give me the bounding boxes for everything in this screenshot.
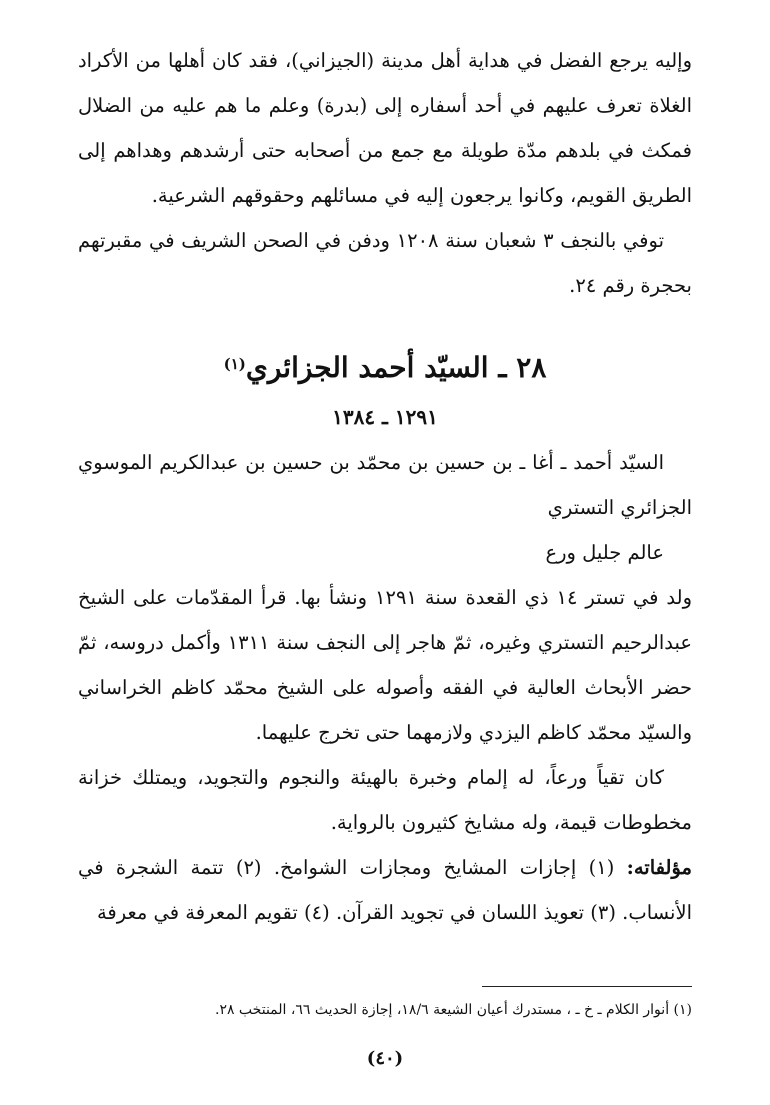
paragraph-biography: ولد في تستر ١٤ ذي القعدة سنة ١٢٩١ ونشأ بها. قرأ المقدّمات على الشيخ عبدالرحيم التستري وغيره، ثمّ هاجر إلى النجف سنة ١٣١١ وأكمل دروسه، ثمّ حضر الأبحاث العالية في الفقه وأصوله على الشيخ محمّد كاظم الخراساني والسيّد محمّد كاظم اليزدي ولازمهما حتى تخرج عليهما. [78,586,692,744]
paragraph-works [78,845,692,935]
paragraph-name: السيّد أحمد ـ أغا ـ بن حسين بن محمّد بن حسين بن عبدالكريم الموسوي الجزائري التستري [78,451,692,519]
paragraph-death: توفي بالنجف ٣ شعبان سنة ١٢٠٨ ودفن في الصحن الشريف في مقبرتهم بحجرة رقم ٢٤. [78,229,692,297]
works-text: (١) إجازات المشايخ ومجازات الشوامخ. (٢) تتمة الشجرة في الأنساب. (٣) تعويذ اللسان في تجويد القرآن. (٤) تقويم المعرفة في معرفة [78,856,692,924]
entry-dates: ١٢٩١ ـ ١٣٨٤ [332,405,438,429]
footnote-marker: (١) [223,355,246,373]
works-label: مؤلفاته: [626,856,693,879]
footnote-text: (١) أنوار الكلام ـ خ ـ ، مستدرك أعيان الشيعة ١٨/٦، إجازة الحديث ٦٦، المنتخب ٢٨. [214,1002,692,1018]
paragraph-guidance: وإليه يرجع الفضل في هداية أهل مدينة (الجيزاني)، فقد كان أهلها من الأكراد الغلاة تعرف عليهم في أحد أسفاره إلى (بدرة) وعلم ما هم عليه من الضلال فمكث في بلدهم مدّة طويلة مع جمع من أصحابه حتى أرشدهم وهداهم إلى الطريق القويم، وكانوا يرجعون إليه في مسائلهم وحقوقهم الشرعية. [78,49,692,207]
entry-title: ٢٨ ـ السيّد أحمد الجزائري [245,351,547,384]
footnote-divider [482,986,692,987]
paragraph-qualities: كان تقياً ورعاً، له إلمام وخبرة بالهيئة والنجوم والتجويد، ويمتلك خزانة مخطوطات قيمة، وله مشايخ كثيرون بالرواية. [78,766,692,834]
entry-heading [78,348,692,388]
book-page [78,36,692,1076]
paragraph-description: عالم جليل ورع [545,541,664,564]
page-number: (٤٠) [366,1048,404,1069]
